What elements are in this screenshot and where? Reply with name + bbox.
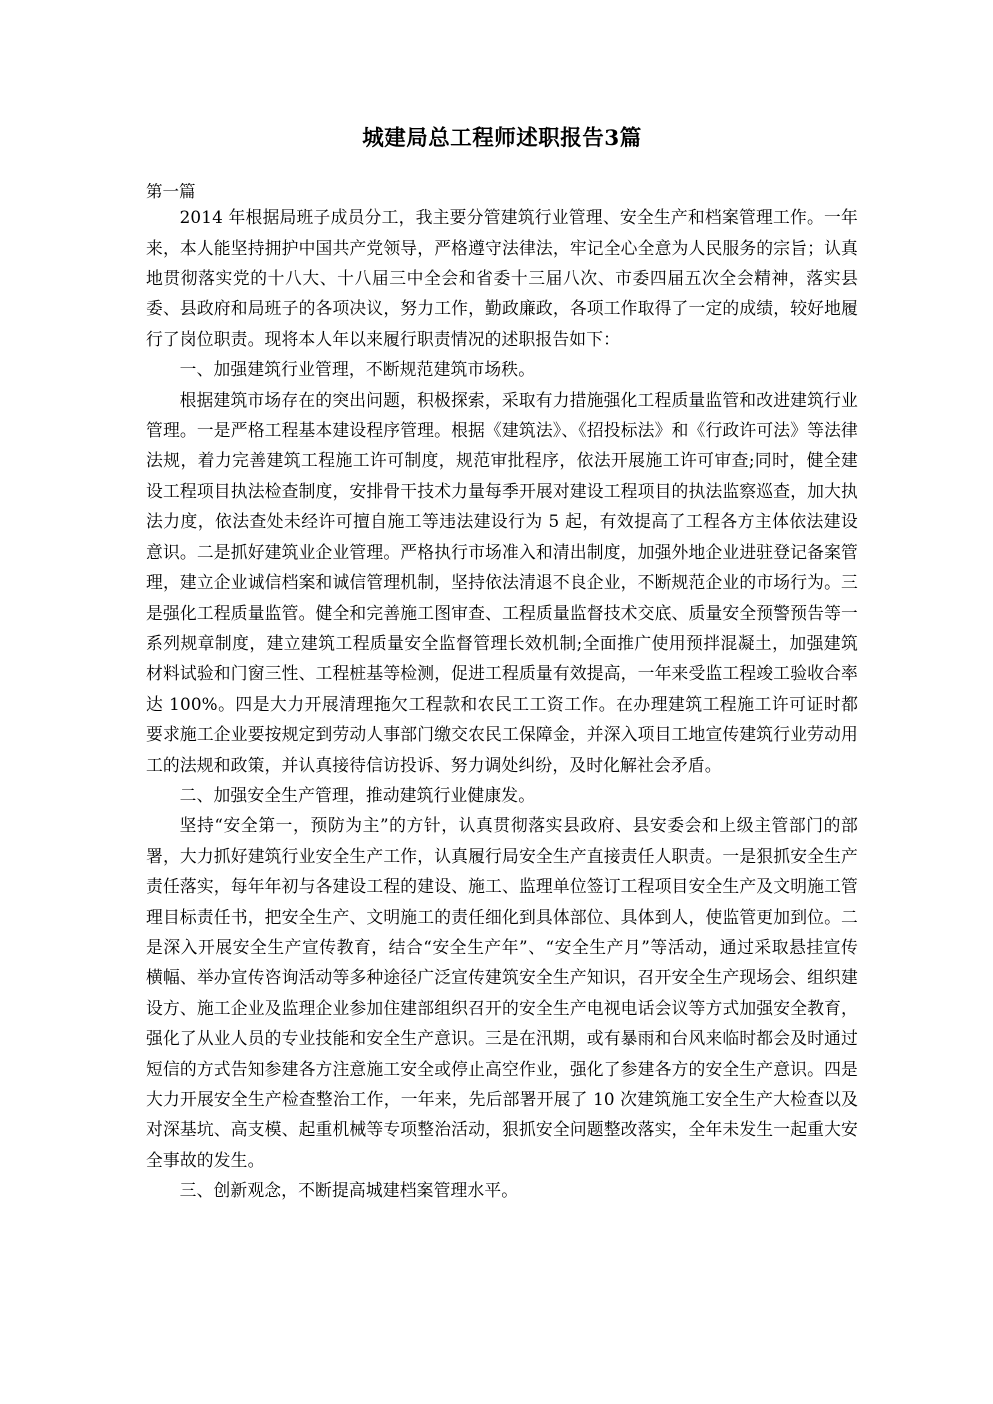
section-subtitle: 第一篇	[146, 181, 196, 201]
page-title: 城建局总工程师述职报告3篇	[362, 126, 642, 151]
document-content	[146, 0, 858, 1206]
paragraph-section-2: 坚持“安全第一，预防为主”的方针，认真贯彻落实县政府、县安委会和上级主管部门的部署，大力抓好建筑行业安全生产工作，认真履行局安全生产直接责任人职责。一是狠抓安全生产责任落实，每年年初与各建设工程的建设、施工、监理单位签订工程项目安全生产及文明施工管理目标责任书，把安全生产、文明施工的责任细化到具体部位、具体到人，使监管更加到位。二是深入开展安全生产宣传教育，结合“安全生产年”、“安全生产月”等活动，通过采取悬挂宣传横幅、举办宣传咨询活动等多种途径广泛宣传建筑安全生产知识，召开安全生产现场会、组织建设方、施工企业及监理企业参加住建部组织召开的安全生产电视电话会议等方式加强安全教育，强化了从业人员的专业技能和安全生产意识。三是在汛期，或有暴雨和台风来临时都会及时通过短信的方式告知参建各方注意施工安全或停止高空作业，强化了参建各方的安全生产意识。四是大力开展安全生产检查整治工作，一年来，先后部署开展了 10 次建筑施工安全生产大检查以及对深基坑、高支模、起重机械等专项整治活动，狠抓安全问题整改落实，全年未发生一起重大安全事故的发生。	[146, 815, 858, 1170]
section-heading-1: 一、加强建筑行业管理，不断规范建筑市场秩。	[179, 359, 536, 380]
paragraph-intro: 2014 年根据局班子成员分工，我主要分管建筑行业管理、安全生产和档案管理工作。一年来，本人能坚持拥护中国共产党领导，严格遵守法律法，牢记全心全意为人民服务的宗旨；认真地贯彻落实党的十八大、十八届三中全会和省委十三届八次、市委四届五次全会精神，落实县委、县政府和局班子的各项决议，努力工作，勤政廉政，各项工作取得了一定的成绩，较好地履行了岗位职责。现将本人年以来履行职责情况的述职报告如下：	[146, 207, 858, 349]
section-heading-2: 二、加强安全生产管理，推动建筑行业健康发。	[179, 784, 536, 805]
section-heading-3: 三、创新观念，不断提高城建档案管理水平。	[179, 1180, 519, 1201]
paragraph-section-1: 根据建筑市场存在的突出问题，积极探索，采取有力措施强化工程质量监管和改进建筑行业管理。一是严格工程基本建设程序管理。根据《建筑法》、《招投标法》和《行政许可法》等法律法规，着力完善建筑工程施工许可制度，规范审批程序，依法开展施工许可审查;同时，健全建设工程项目执法检查制度，安排骨干技术力量每季开展对建设工程项目的执法监察巡查，加大执法力度，依法查处未经许可擅自施工等违法建设行为 5 起，有效提高了工程各方主体依法建设意识。二是抓好建筑业企业管理。严格执行市场准入和清出制度，加强外地企业进驻登记备案管理，建立企业诚信档案和诚信管理机制，坚持依法清退不良企业，不断规范企业的市场行为。三是强化工程质量监管。健全和完善施工图审查、工程质量监督技术交底、质量安全预警预告等一系列规章制度，建立建筑工程质量安全监督管理长效机制;全面推广使用预拌混凝土，加强建筑材料试验和门窗三性、工程桩基等检测，促进工程质量有效提高，一年来受监工程竣工验收合率达 100%。四是大力开展清理拖欠工程款和农民工工资工作。在办理建筑工程施工许可证时都要求施工企业要按规定到劳动人事部门缴交农民工保障金，并深入项目工地宣传建筑行业劳动用工的法规和政策，并认真接待信访投诉、努力调处纠纷，及时化解社会矛盾。	[146, 389, 858, 775]
